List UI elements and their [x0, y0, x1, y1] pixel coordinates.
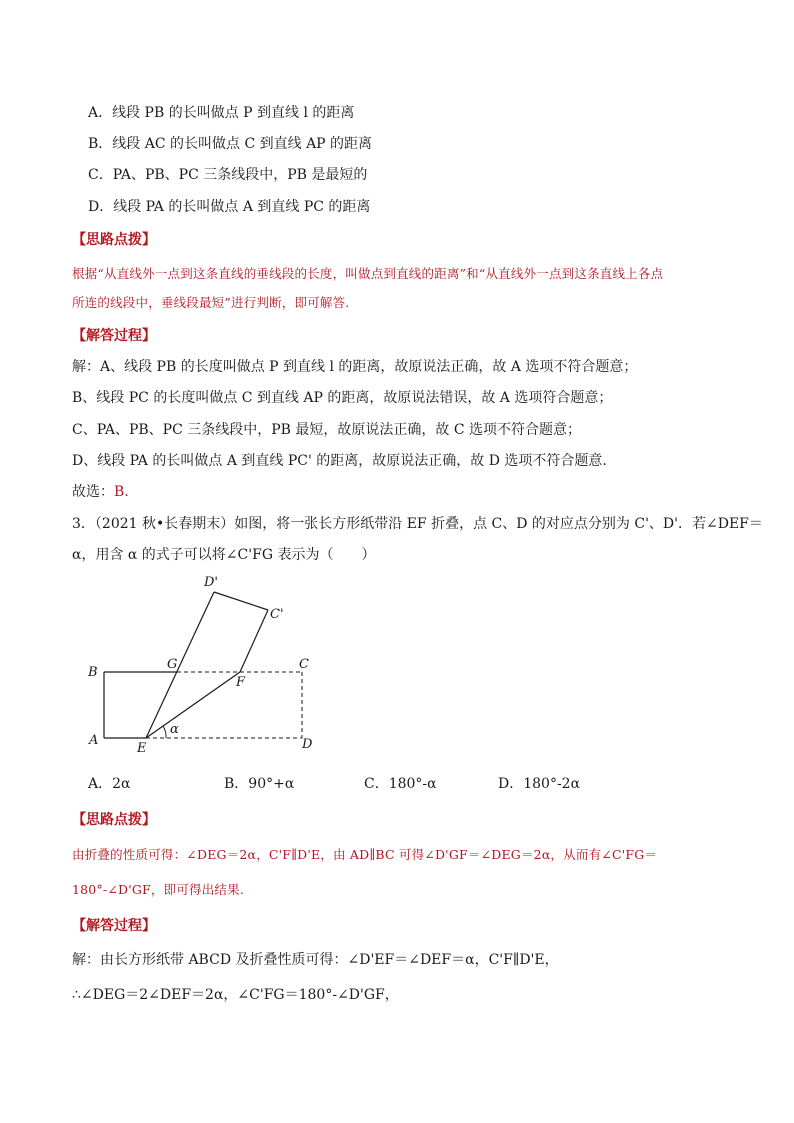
segment-ed-prime	[146, 592, 214, 738]
hint-heading-1: 【思路点拨】	[72, 232, 156, 248]
solution-1-line-1: 解：A、线段 PB 的长度叫做点 P 到直线 l 的距离，故原说法正确，故 A 选项不符合题意；	[72, 359, 638, 375]
label-b: B	[88, 665, 98, 680]
label-c: C	[299, 657, 309, 672]
label-e: E	[137, 741, 147, 756]
q3-option-d: D．180°-2α	[498, 776, 581, 792]
label-d-prime: D'	[204, 575, 218, 590]
label-a: A	[89, 733, 99, 748]
solution-1-line-3: C、PA、PB、PC 三条线段中，PB 最短，故原说法正确，故 C 选项不符合题意；	[72, 422, 582, 438]
solution-heading-2: 【解答过程】	[72, 918, 156, 934]
label-c-prime: C'	[270, 607, 284, 622]
hint-2-line-1: 由折叠的性质可得：∠DEG＝2α，C'F∥D'E，由 AD∥BC 可得∠D'GF＝∠DEG＝2α，从而有∠C'FG＝	[72, 847, 658, 862]
q3-option-c: C．180°-α	[364, 776, 437, 792]
hint-2-line-2: 180°-∠D'GF，即可得出结果.	[72, 882, 244, 897]
label-f: F	[236, 675, 246, 690]
segment-cprime-f	[240, 610, 268, 672]
prev-option-b: B．线段 AC 的长叫做点 C 到直线 AP 的距离	[88, 136, 373, 152]
q3-option-b: B．90°+α	[224, 776, 295, 792]
hint-1-line-1: 根据“从直线外一点到这条直线的垂线段的长度，叫做点到直线的距离”和“从直线外一点到这条直线上各点	[72, 266, 664, 281]
answer-1-value: B.	[114, 484, 129, 500]
label-alpha: α	[170, 722, 179, 737]
solution-heading-1: 【解答过程】	[72, 328, 156, 344]
folding-figure	[80, 570, 340, 760]
segment-dprime-cprime	[214, 592, 268, 610]
hint-1-line-2: 所连的线段中，垂线段最短”进行判断，即可解答.	[72, 295, 350, 310]
label-d: D	[302, 737, 313, 752]
solution-1-line-4: D、线段 PA 的长叫做点 A 到直线 PC' 的距离，故原说法正确，故 D 选项不符合题意.	[72, 453, 607, 469]
label-g: G	[167, 657, 178, 672]
solution-1-line-2: B、线段 PC 的长度叫做点 C 到直线 AP 的距离，故原说法错误，故 A 选项符合题意；	[72, 390, 613, 406]
solution-2-line-1: 解：由长方形纸带 ABCD 及折叠性质可得：∠D'EF＝∠DEF＝α，C'F∥D'E，	[72, 952, 559, 968]
question-3-line-2: α，用含 α 的式子可以将∠C'FG 表示为（ ）	[72, 547, 376, 563]
hint-heading-2: 【思路点拨】	[72, 812, 156, 828]
prev-option-a: A．线段 PB 的长叫做点 P 到直线 l 的距离	[88, 105, 355, 121]
angle-alpha-arc	[163, 726, 166, 738]
prev-option-d: D．线段 PA 的长叫做点 A 到直线 PC 的距离	[88, 199, 371, 215]
question-3-line-1: 3．（2021 秋•长春期末）如图，将一张长方形纸带沿 EF 折叠，点 C、D 的对应点分别为 C'、D'．若∠DEF＝	[72, 516, 763, 532]
segment-ef	[146, 672, 240, 738]
q3-option-a: A．2α	[88, 776, 131, 792]
solution-2-line-2: ∴∠DEG＝2∠DEF＝2α，∠C'FG＝180°-∠D'GF，	[72, 987, 399, 1003]
answer-1	[72, 482, 129, 502]
prev-option-c: C．PA、PB、PC 三条线段中，PB 是最短的	[88, 167, 368, 183]
answer-1-label: 故选：	[72, 484, 114, 500]
